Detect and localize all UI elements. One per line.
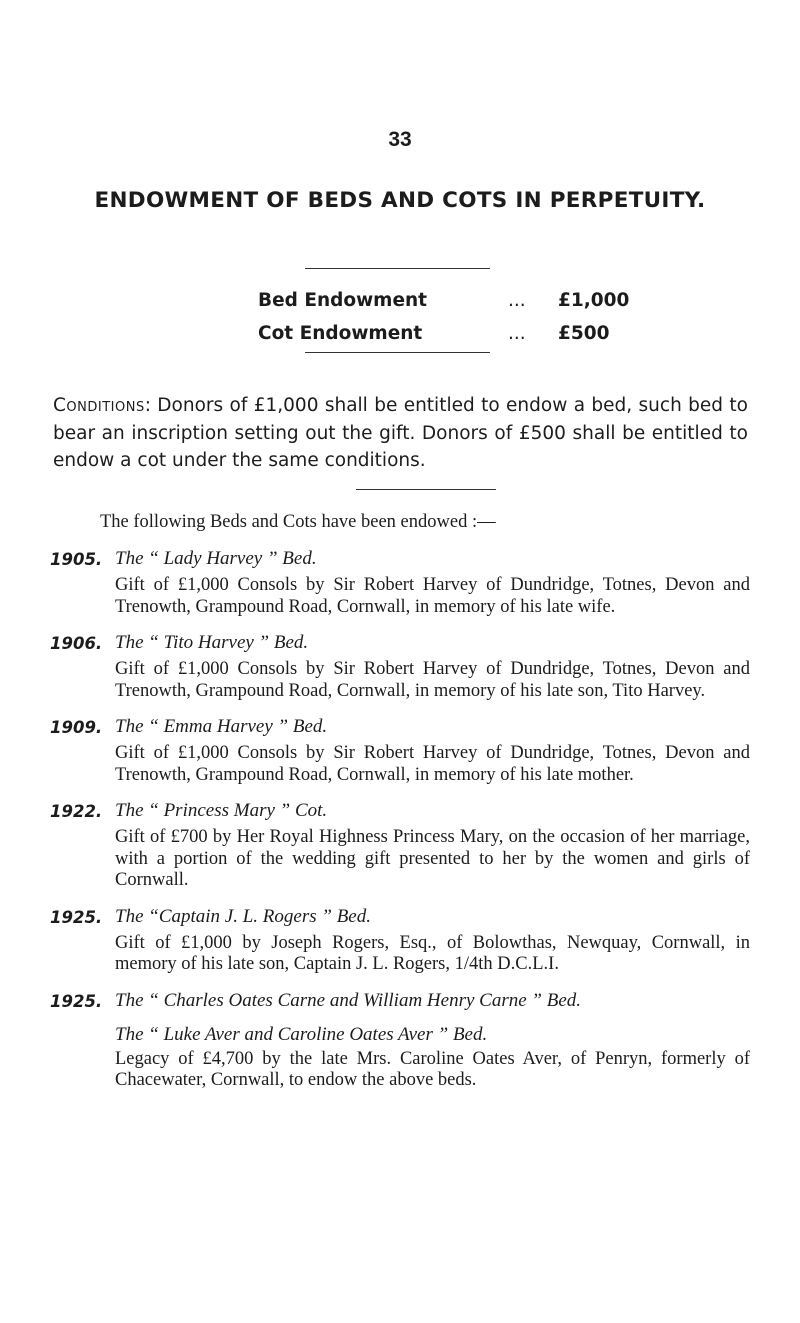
entry-title: The “ Charles Oates Carne and William Henry Carne ” Bed.	[115, 989, 582, 1011]
conditions-heading: Conditions	[53, 395, 145, 416]
entry-title: The “ Emma Harvey ” Bed.	[115, 716, 328, 737]
entry-body: Legacy of £4,700 by the late Mrs. Caroline Oates Aver, of Penryn, formerly of Chacewater, Cornwall, to endow the above beds.	[115, 1048, 750, 1090]
endowment-label: Cot Endowment	[258, 323, 423, 344]
page-number: 33	[388, 128, 412, 151]
entry-year: 1922.	[50, 802, 103, 821]
endowment-list	[50, 548, 750, 1106]
list-item	[50, 990, 750, 1092]
entry-body: Gift of £1,000 Consols by Sir Robert Harvey of Dundridge, Totnes, Devon and Trenowth, Grampound Road, Cornwall, in memory of his late wife.	[115, 575, 750, 617]
entry-body: Gift of £700 by Her Royal Highness Princess Mary, on the occasion of her marriage, with a portion of the wedding gift presented to her by the women and girls of Cornwall.	[115, 827, 750, 890]
intro-text: The following Beds and Cots have been endowed :—	[100, 512, 496, 532]
list-item	[50, 632, 750, 702]
entry-title: The “ Princess Mary ” Cot.	[115, 800, 328, 821]
entry-body: Gift of £1,000 Consols by Sir Robert Harvey of Dundridge, Totnes, Devon and Trenowth, Grampound Road, Cornwall, in memory of his late mother.	[115, 743, 750, 785]
divider-top	[305, 268, 490, 269]
endowment-row-bed	[258, 290, 678, 323]
entry-title: The “Captain J. L. Rogers ” Bed.	[115, 905, 371, 927]
endowment-amount: £1,000	[558, 290, 630, 311]
divider-middle	[305, 352, 490, 353]
list-item	[50, 548, 750, 618]
endowment-leader-dots: ...	[508, 290, 526, 311]
entry-subtitle: The “ Luke Aver and Caroline Oates Aver ” Bed.	[115, 1023, 488, 1045]
entry-year: 1905.	[50, 550, 103, 569]
entry-year: 1925.	[50, 991, 103, 1011]
endowment-leader-dots: ...	[508, 323, 526, 344]
entry-year: 1909.	[50, 718, 103, 737]
list-item	[50, 906, 750, 976]
entry-title: The “ Lady Harvey ” Bed.	[115, 548, 317, 569]
entry-year: 1925.	[50, 907, 103, 927]
endowment-label: Bed Endowment	[258, 290, 428, 311]
entry-title: The “ Tito Harvey ” Bed.	[115, 632, 309, 653]
conditions-text: : Donors of £1,000 shall be entitled to endow a bed, such bed to bear an inscription setting out the gift. Donors of £500 shall be entitled to endow a cot under the same conditions.	[53, 395, 748, 471]
list-item	[50, 716, 750, 786]
divider-lower	[356, 489, 496, 490]
endowment-table	[258, 290, 678, 356]
endowment-amount: £500	[558, 323, 610, 344]
conditions-paragraph	[53, 392, 748, 475]
list-item	[50, 800, 750, 892]
page-title: ENDOWMENT OF BEDS AND COTS IN PERPETUITY.	[94, 188, 706, 213]
entry-body: Gift of £1,000 Consols by Sir Robert Harvey of Dundridge, Totnes, Devon and Trenowth, Grampound Road, Cornwall, in memory of his late son, Tito Harvey.	[115, 659, 750, 701]
entry-body: Gift of £1,000 by Joseph Rogers, Esq., of Bolowthas, Newquay, Cornwall, in memory of his late son, Captain J. L. Rogers, 1/4th D.C.L.I.	[115, 932, 750, 974]
entry-year: 1906.	[50, 634, 103, 653]
